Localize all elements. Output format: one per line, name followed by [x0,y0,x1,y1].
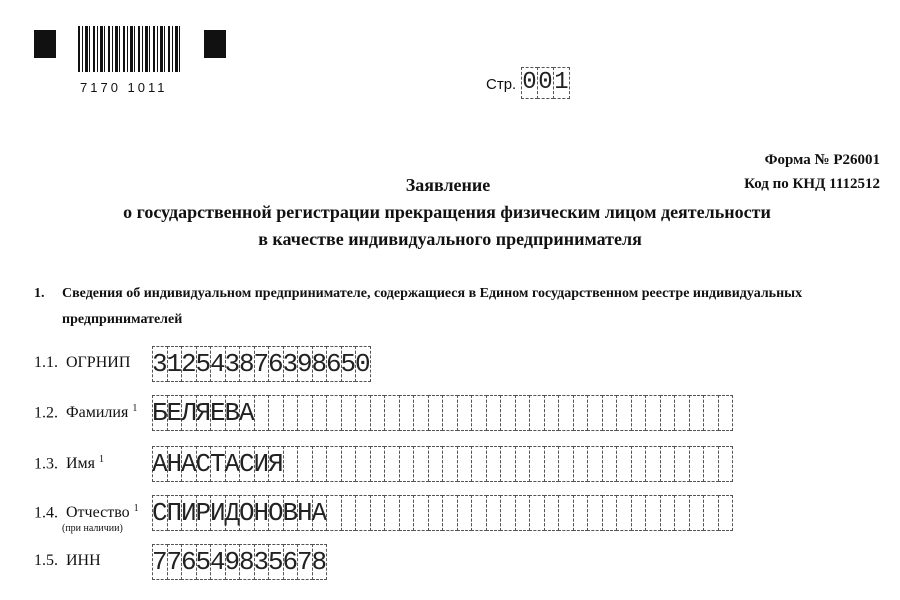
field-cell[interactable]: О [268,495,284,531]
field-cell[interactable] [297,395,313,431]
field-cell[interactable] [645,395,661,431]
field-cell[interactable] [370,446,386,482]
field-number: 1.1. [34,354,58,371]
field-cell[interactable] [297,446,313,482]
field-cell[interactable] [413,395,429,431]
field-cell[interactable]: 7 [167,544,183,580]
field-cell[interactable] [442,395,458,431]
field-cell[interactable] [471,495,487,531]
title-line-2: о государственной регистрации прекращения физическим лицом деятельности [123,202,771,222]
field-cell[interactable] [558,446,574,482]
field-cell[interactable]: 5 [196,346,212,382]
field-cell[interactable]: 5 [196,544,212,580]
field-cell[interactable]: 0 [355,346,371,382]
field-cell[interactable] [312,395,328,431]
field-cell[interactable] [471,395,487,431]
field-cell[interactable]: А [181,446,197,482]
field-cell[interactable]: И [210,495,226,531]
field-cell[interactable] [587,395,603,431]
field-cell[interactable]: Н [254,495,270,531]
field-label [34,454,104,473]
field-cell[interactable]: 5 [268,544,284,580]
field-cell[interactable] [500,395,516,431]
form-name: Форма № Р26001 [764,152,880,168]
field-cell[interactable]: 8 [239,544,255,580]
title-line-3: в качестве индивидуального предпринимателя [258,229,642,249]
field-cell[interactable]: 8 [312,346,328,382]
field-cell[interactable] [515,495,531,531]
field-label-text: ИНН [66,552,101,569]
field-label-text: ОГРНИП [66,354,131,371]
field-cell[interactable] [428,395,444,431]
field-cell[interactable] [616,446,632,482]
field-cell[interactable] [573,446,589,482]
field-cell[interactable] [674,395,690,431]
field-number: 1.5. [34,552,58,569]
field-cell[interactable]: Я [268,446,284,482]
field-cell[interactable] [341,495,357,531]
corner-marker-right [204,30,226,58]
field-label-text: Отчество [66,504,130,522]
field-cell[interactable]: Н [297,495,313,531]
field-number: 1.4. [34,504,58,522]
field-label [34,503,139,522]
corner-marker-left [34,30,56,58]
field-cell[interactable]: 2 [181,346,197,382]
field-cell[interactable]: В [225,395,241,431]
field-cell[interactable] [486,446,502,482]
field-cell[interactable]: Б [152,395,168,431]
field-cell[interactable]: 3 [283,346,299,382]
footnote-mark: 1 [133,503,139,514]
field-cell[interactable]: 8 [239,346,255,382]
field-cell[interactable] [457,446,473,482]
field-label-text: Имя [66,455,96,473]
field-cell[interactable] [616,395,632,431]
field-cell[interactable]: 7 [297,544,313,580]
field-cell[interactable] [674,495,690,531]
field-cell[interactable] [631,495,647,531]
field-cell[interactable]: Д [225,495,241,531]
field-cell[interactable] [602,495,618,531]
field-cell[interactable] [515,395,531,431]
field-cell[interactable] [602,446,618,482]
field-cell[interactable]: Т [210,446,226,482]
field-cell[interactable] [384,495,400,531]
field-cell[interactable]: И [254,446,270,482]
page-number-cells [521,67,569,99]
field-cell[interactable] [413,495,429,531]
field-cell[interactable] [529,446,545,482]
field-number: 1.3. [34,455,58,473]
field-cell[interactable] [718,495,734,531]
field-cell[interactable] [718,446,734,482]
field-cell[interactable] [384,395,400,431]
field-cell[interactable] [573,395,589,431]
field-cell[interactable] [544,495,560,531]
field-cell[interactable] [326,395,342,431]
field-cell[interactable] [326,495,342,531]
field-cell[interactable]: П [167,495,183,531]
field-cell[interactable] [544,446,560,482]
field-cell[interactable]: Н [167,446,183,482]
title-line-1: Заявление [405,175,491,195]
field-cell[interactable] [399,495,415,531]
field-cell[interactable] [428,495,444,531]
field-cell[interactable] [442,495,458,531]
field-cell[interactable]: 6 [326,346,342,382]
field-cell[interactable] [674,446,690,482]
field-cell[interactable] [689,446,705,482]
field-cell[interactable] [326,446,342,482]
field-cell[interactable]: А [225,446,241,482]
field-cell[interactable] [457,495,473,531]
field-cell[interactable]: 3 [225,346,241,382]
field-label-text: Фамилия [66,404,129,422]
field-number: 1.2. [34,404,58,422]
field-cell[interactable] [355,495,371,531]
field-cell[interactable] [486,395,502,431]
page-number-cell: 1 [553,67,570,99]
field-cell[interactable]: 7 [152,544,168,580]
field-cell[interactable]: 9 [297,346,313,382]
field-cell[interactable] [631,395,647,431]
field-cell[interactable]: В [283,495,299,531]
field-cell[interactable] [544,395,560,431]
field-cell[interactable] [355,395,371,431]
field-cell[interactable] [500,495,516,531]
field-cell[interactable]: Е [210,395,226,431]
field-cell[interactable]: 9 [225,544,241,580]
field-cell[interactable]: 4 [210,346,226,382]
field-cell[interactable] [471,446,487,482]
field-cell[interactable]: 5 [341,346,357,382]
barcode [78,26,180,72]
field-cell[interactable]: 6 [283,544,299,580]
field-cell[interactable] [703,446,719,482]
field-cell[interactable]: Р [196,495,212,531]
field-cell[interactable] [587,446,603,482]
section-1-heading-line-1: Сведения об индивидуальном предпринимателе, содержащиеся в Едином государственном реестре индивидуальных [62,286,803,301]
field-cell[interactable] [660,446,676,482]
field-cell[interactable]: А [312,495,328,531]
field-cell[interactable] [689,395,705,431]
field-cell[interactable]: 8 [312,544,328,580]
field-cell[interactable] [558,395,574,431]
footnote-mark: 1 [99,454,105,465]
page-label: Стр. [486,76,517,93]
field-cell[interactable] [660,395,676,431]
field-cell[interactable] [413,446,429,482]
field-cell[interactable] [703,495,719,531]
field-cell[interactable]: Е [167,395,183,431]
field-cell[interactable] [312,446,328,482]
field-label [34,354,130,372]
field-cell[interactable] [500,446,516,482]
field-cell[interactable] [428,446,444,482]
page-number-cell: 0 [537,67,554,99]
section-1-heading-line-2: предпринимателей [62,312,183,327]
field-cell[interactable]: И [181,495,197,531]
field-cell[interactable]: С [239,446,255,482]
field-cell[interactable]: С [152,495,168,531]
field-cell[interactable] [587,495,603,531]
field-cell[interactable] [355,446,371,482]
field-cell[interactable] [254,395,270,431]
field-cell[interactable]: 1 [167,346,183,382]
barcode-number: 7170 1011 [80,80,168,95]
field-cell[interactable] [660,495,676,531]
field-cell[interactable]: 6 [181,544,197,580]
field-cell[interactable] [602,395,618,431]
field-cell[interactable] [558,495,574,531]
field-cell[interactable] [718,395,734,431]
field-cells [152,544,326,580]
field-cell[interactable]: Я [196,395,212,431]
field-label [34,403,137,422]
footnote-mark: 1 [132,403,138,414]
field-cell[interactable] [645,495,661,531]
field-cell[interactable] [573,495,589,531]
field-cell[interactable] [689,495,705,531]
field-cell[interactable] [283,446,299,482]
field-cell[interactable] [370,395,386,431]
field-cell[interactable]: А [152,446,168,482]
field-cell[interactable] [268,395,284,431]
field-cell[interactable] [486,495,502,531]
field-cell[interactable] [529,395,545,431]
field-cell[interactable] [703,395,719,431]
field-cell[interactable] [631,446,647,482]
field-cell[interactable] [645,446,661,482]
field-cell[interactable] [283,395,299,431]
field-label [34,552,101,570]
field-cell[interactable] [529,495,545,531]
field-cell[interactable]: 3 [152,346,168,382]
page-number-cell: 0 [521,67,538,99]
field-cell[interactable] [399,446,415,482]
field-cell[interactable] [341,395,357,431]
field-sublabel: (при наличии) [62,523,123,534]
field-cells [152,446,732,482]
field-cells [152,495,732,531]
field-cell[interactable] [515,446,531,482]
section-1-number: 1. [34,286,45,301]
field-cell[interactable]: 3 [254,544,270,580]
field-cell[interactable] [399,395,415,431]
form-knd-code: Код по КНД 1112512 [744,176,880,192]
field-cell[interactable] [370,495,386,531]
field-cell[interactable] [457,395,473,431]
field-cell[interactable]: А [239,395,255,431]
field-cell[interactable] [616,495,632,531]
field-cell[interactable] [442,446,458,482]
field-cell[interactable]: 6 [268,346,284,382]
field-cells [152,346,370,382]
field-cell[interactable]: Л [181,395,197,431]
field-cell[interactable] [384,446,400,482]
field-cell[interactable]: 7 [254,346,270,382]
field-cell[interactable]: О [239,495,255,531]
field-cell[interactable]: С [196,446,212,482]
field-cell[interactable] [341,446,357,482]
field-cells [152,395,732,431]
field-cell[interactable]: 4 [210,544,226,580]
